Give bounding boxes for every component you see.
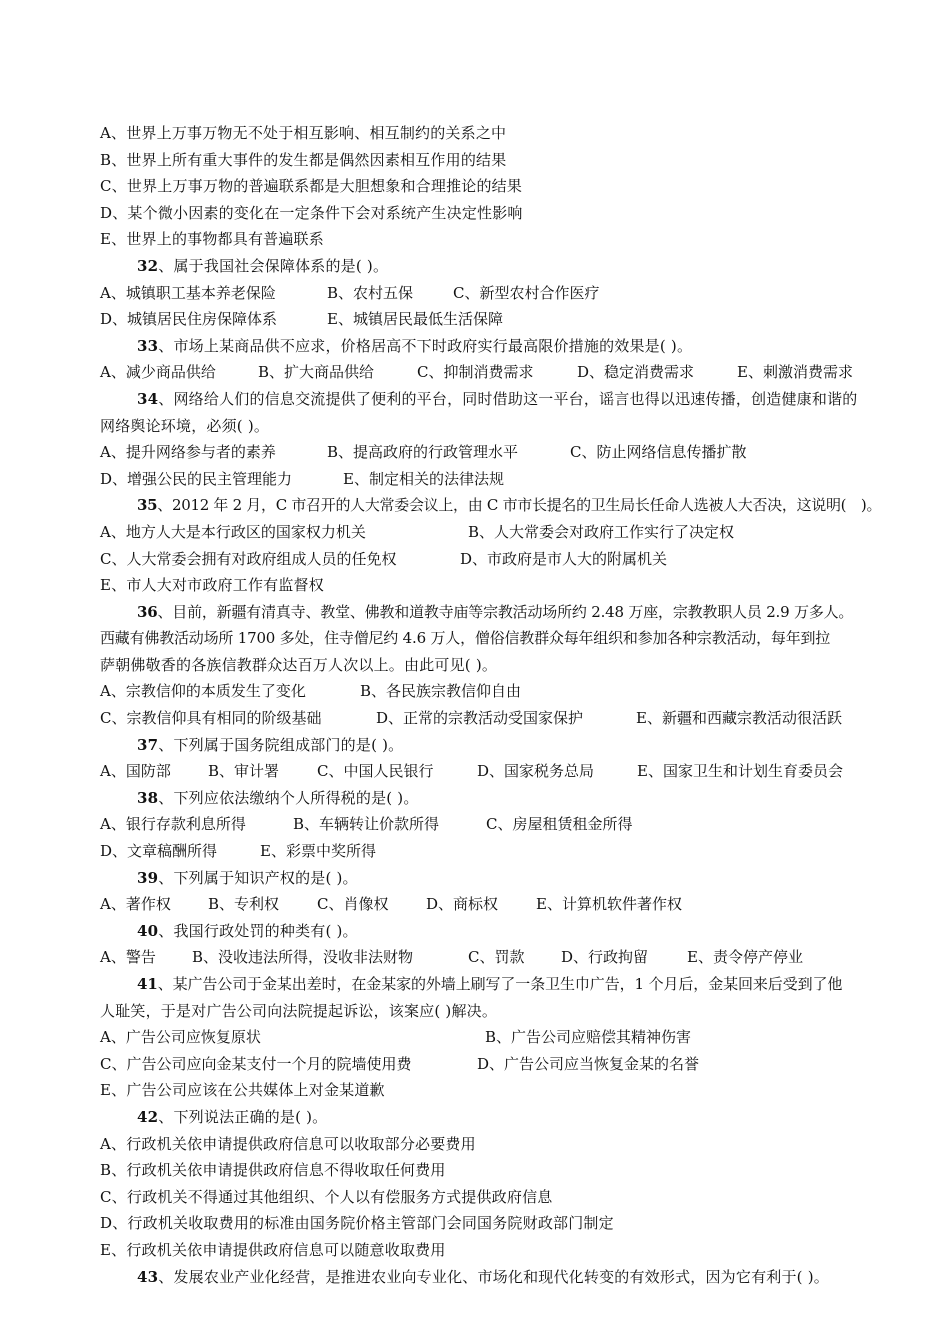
- q38-option-d: D、文章稿酬所得: [100, 842, 218, 861]
- q41-option-e: E、广告公司应该在公共媒体上对金某道歉: [100, 1081, 385, 1100]
- q32-option-c: C、新型农村合作医疗: [453, 283, 600, 302]
- q41-number: 41: [137, 975, 158, 993]
- q40-number: 40: [137, 921, 159, 940]
- q40-stem: [100, 918, 890, 945]
- q41-option-b: B、广告公司应赔偿其精神伤害: [485, 1028, 692, 1047]
- q33-option-c: C、抑制消费需求: [417, 363, 534, 382]
- q43-stem: [100, 1264, 890, 1291]
- q34-option-a: A、提升网络参与者的素养: [100, 443, 276, 462]
- q37-option-d: D、国家税务总局: [477, 762, 595, 781]
- q36-stem-line-3: 萨朝佛敬香的各族信教群众达百万人次以上。由此可见( )。: [100, 655, 498, 674]
- q33-option-a: A、减少商品供给: [100, 363, 216, 382]
- q35-option-c: C、人大常委会拥有对政府组成人员的任免权: [100, 549, 397, 568]
- q40-option-a: A、警告: [100, 948, 156, 967]
- q40-option-b: B、没收违法所得，没收非法财物: [192, 948, 414, 967]
- q33-number: 33: [137, 336, 159, 355]
- q37-options-row: [100, 758, 890, 785]
- q32-options-row-1: [100, 280, 890, 307]
- q41-stem-line-2: 人耻笑，于是对广告公司向法院提起诉讼，该案应( )解决。: [100, 1001, 498, 1020]
- q40-option-c: C、罚款: [468, 948, 525, 967]
- q31-option-e: E、世界上的事物都具有普遍联系: [100, 230, 324, 249]
- q37-option-e: E、国家卫生和计划生育委员会: [637, 762, 843, 781]
- q32-option-e: E、城镇居民最低生活保障: [327, 310, 503, 329]
- q35-stem: [100, 492, 890, 519]
- q32-options-row-2: [100, 306, 890, 333]
- q38-option-a: A、银行存款利息所得: [100, 815, 246, 834]
- q35-option-d: D、市政府是市人大的附属机关: [460, 549, 668, 568]
- q32-option-b: B、农村五保: [327, 283, 414, 302]
- q40-option-e: E、责令停产停业: [687, 948, 803, 967]
- q36-options-row-1: [100, 678, 890, 705]
- q39-option-b: B、专利权: [208, 895, 280, 914]
- question-list: [100, 120, 890, 1290]
- q41-options-row-1: [100, 1024, 890, 1051]
- q38-option-b: B、车辆转让价款所得: [293, 815, 440, 834]
- q34-text-1: 、网络给人们的信息交流提供了便利的平台，同时借助这一平台，谣言也得以迅速传播，创造健康和谐的: [158, 389, 858, 408]
- q42-option-d: D、行政机关收取费用的标准由国务院价格主管部门会同国务院财政部门制定: [100, 1214, 614, 1233]
- q34-number: 34: [137, 389, 159, 408]
- q33-option-d: D、稳定消费需求: [577, 363, 695, 382]
- q31-option-b: B、世界上所有重大事件的发生都是偶然因素相互作用的结果: [100, 150, 507, 169]
- q33-option-b: B、扩大商品供给: [258, 363, 375, 382]
- q33-options-row: [100, 359, 890, 386]
- q36-options-row-2: [100, 705, 890, 732]
- q36-option-c: C、宗教信仰具有相同的阶级基础: [100, 709, 322, 728]
- q36-option-b: B、各民族宗教信仰自由: [360, 682, 522, 701]
- q35-options-row-2: [100, 546, 890, 573]
- q37-text: 、下列属于国务院组成部门的是( )。: [158, 735, 404, 754]
- q34-stem-line-1: [100, 386, 890, 413]
- q36-option-a: A、宗教信仰的本质发生了变化: [100, 682, 306, 701]
- q35-option-e: E、市人大对市政府工作有监督权: [100, 576, 324, 595]
- q38-number: 38: [137, 788, 159, 807]
- q34-option-d: D、增强公民的民主管理能力: [100, 469, 293, 488]
- q37-option-a: A、国防部: [100, 762, 171, 781]
- q38-option-c: C、房屋租赁租金所得: [486, 815, 633, 834]
- q39-text: 、下列属于知识产权的是( )。: [158, 868, 358, 887]
- q34-stem-line-2: 网络舆论环境，必须( )。: [100, 416, 270, 435]
- q34-option-b: B、提高政府的行政管理水平: [327, 443, 519, 462]
- q32-option-a: A、城镇职工基本养老保险: [100, 283, 276, 302]
- q43-number: 43: [137, 1267, 159, 1286]
- q33-text: 、市场上某商品供不应求，价格居高不下时政府实行最高限价措施的效果是( )。: [158, 336, 693, 355]
- q37-number: 37: [137, 735, 159, 754]
- q39-stem: [100, 865, 890, 892]
- q32-number: 32: [137, 256, 159, 275]
- q41-options-row-2: [100, 1051, 890, 1078]
- q39-option-d: D、商标权: [426, 895, 499, 914]
- q38-option-e: E、彩票中奖所得: [260, 842, 376, 861]
- q39-options-row: [100, 891, 890, 918]
- q39-option-a: A、著作权: [100, 895, 171, 914]
- q34-option-e: E、制定相关的法律法规: [343, 469, 504, 488]
- q36-text-1: 、目前，新疆有清真寺、教堂、佛教和道教寺庙等宗教活动场所约 2.48 万座，宗教教职人员 2.9 万多人。: [157, 602, 854, 621]
- q35-number: 35: [137, 496, 158, 515]
- q35-option-a: A、地方人大是本行政区的国家权力机关: [100, 522, 366, 541]
- q38-options-row-1: [100, 811, 890, 838]
- q42-option-b: B、行政机关依申请提供政府信息不得收取任何费用: [100, 1161, 446, 1180]
- q34-options-row-2: [100, 466, 890, 493]
- q36-number: 36: [137, 602, 158, 621]
- q41-stem-line-1: [100, 971, 890, 998]
- q39-option-c: C、肖像权: [317, 895, 389, 914]
- q41-option-a: A、广告公司应恢复原状: [100, 1028, 261, 1047]
- q31-option-a: A、世界上万事万物无不处于相互影响、相互制约的关系之中: [100, 124, 507, 142]
- q32-text: 、属于我国社会保障体系的是( )。: [158, 256, 389, 275]
- q42-option-c: C、行政机关不得通过其他组织、个人以有偿服务方式提供政府信息: [100, 1187, 553, 1206]
- q43-text: 、发展农业产业化经营，是推进农业向专业化、市场化和现代化转变的有效形式，因为它有利于( )。: [158, 1267, 829, 1286]
- q40-option-d: D、行政拘留: [561, 948, 649, 967]
- q34-options-row-1: [100, 439, 890, 466]
- q42-option-e: E、行政机关依申请提供政府信息可以随意收取费用: [100, 1240, 446, 1259]
- q36-stem-line-2: 西藏有佛教活动场所 1700 多处，住寺僧尼约 4.6 万人，僧俗信教群众每年组织和参加各种宗教活动，每年到拉: [100, 629, 831, 648]
- q42-text: 、下列说法正确的是( )。: [158, 1107, 328, 1126]
- q35-options-row-1: [100, 519, 890, 546]
- q37-option-b: B、审计署: [208, 762, 280, 781]
- q41-option-d: D、广告公司应当恢复金某的名誉: [477, 1054, 700, 1073]
- q36-option-e: E、新疆和西藏宗教活动很活跃: [636, 709, 842, 728]
- q35-text: 、2012 年 2 月，C 市召开的人大常委会议上，由 C 市市长提名的卫生局长任命人选被人大否决，这说明( )。: [157, 496, 882, 515]
- q40-options-row: [100, 944, 890, 971]
- q39-option-e: E、计算机软件著作权: [536, 895, 682, 914]
- q38-text: 、下列应依法缴纳个人所得税的是( )。: [158, 788, 419, 807]
- q42-number: 42: [137, 1107, 159, 1126]
- q32-option-d: D、城镇居民住房保障体系: [100, 310, 278, 329]
- q38-options-row-2: [100, 838, 890, 865]
- q33-stem: [100, 333, 890, 360]
- q41-option-c: C、广告公司应向金某支付一个月的院墙使用费: [100, 1054, 412, 1073]
- q37-option-c: C、中国人民银行: [317, 762, 434, 781]
- q42-option-a: A、行政机关依申请提供政府信息可以收取部分必要费用: [100, 1134, 476, 1153]
- q36-option-d: D、正常的宗教活动受国家保护: [376, 709, 584, 728]
- q32-stem: [100, 253, 890, 280]
- q34-option-c: C、防止网络信息传播扩散: [570, 443, 747, 462]
- q42-stem: [100, 1104, 890, 1131]
- q38-stem: [100, 785, 890, 812]
- q31-option-d: D、某个微小因素的变化在一定条件下会对系统产生决定性影响: [100, 203, 523, 222]
- q33-option-e: E、刺激消费需求: [737, 363, 853, 382]
- q36-stem-line-1: [100, 599, 890, 626]
- q35-option-b: B、人大常委会对政府工作实行了决定权: [468, 522, 735, 541]
- q37-stem: [100, 732, 890, 759]
- q31-option-c: C、世界上万事万物的普遍联系都是大胆想象和合理推论的结果: [100, 177, 523, 196]
- q39-number: 39: [137, 868, 159, 887]
- q41-text-1: 、某广告公司于金某出差时，在金某家的外墙上刷写了一条卫生巾广告，1 个月后，金某回来后受到了他: [157, 975, 843, 993]
- q40-text: 、我国行政处罚的种类有( )。: [158, 921, 358, 940]
